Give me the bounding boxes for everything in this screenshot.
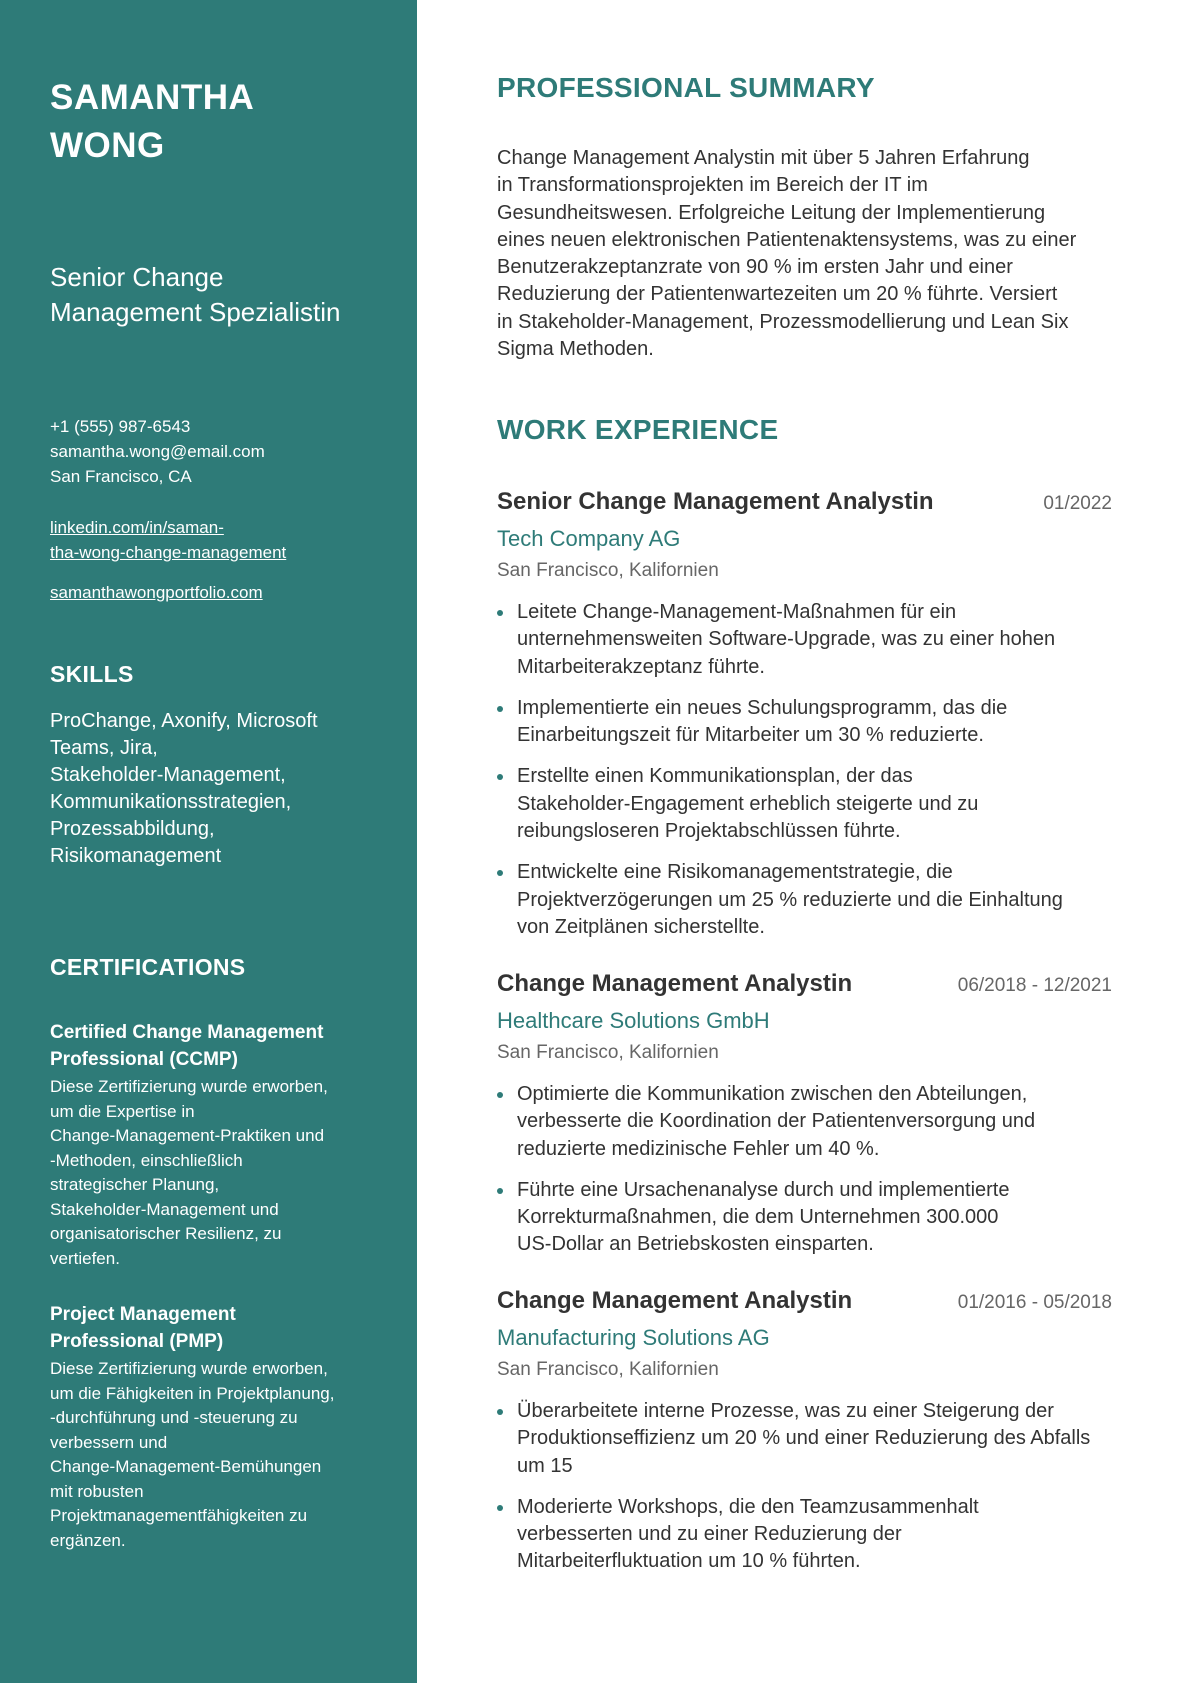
achievement-line: Stakeholder-Engagement erheblich steigerte und zu <box>517 792 979 815</box>
achievement-item <box>497 859 1112 941</box>
skills-line: Teams, Jira, <box>50 737 158 759</box>
certification-item <box>50 1019 387 1271</box>
cert-desc-line: um die Expertise in <box>50 1101 195 1121</box>
achievement-line: Führte eine Ursachenanalyse durch und implementierte <box>517 1178 1010 1201</box>
summary-line: Reduzierung der Patientenwartezeiten um 20 % führte. Versiert <box>497 283 1058 306</box>
achievement-line: Überarbeitete interne Prozesse, was zu einer Steigerung der <box>517 1400 1054 1422</box>
bullet-icon <box>497 706 503 712</box>
professional-summary <box>497 145 1112 363</box>
title-line-2: Management Spezialistin <box>50 297 341 327</box>
job-location: San Francisco, Kalifornien <box>497 1042 719 1063</box>
work-experience-heading: WORK EXPERIENCE <box>497 414 779 445</box>
cert-desc-line: -Methoden, einschließlich <box>50 1150 243 1170</box>
achievement-line: Implementierte ein neues Schulungsprogramm, das die <box>517 696 1008 719</box>
job-position: Change Management Analystin <box>497 1287 853 1314</box>
achievement-line: Leitete Change-Management-Maßnahmen für ein <box>517 601 957 623</box>
cert-desc-line: organisatorischer Resilienz, zu <box>50 1224 282 1243</box>
summary-heading: PROFESSIONAL SUMMARY <box>497 72 875 103</box>
achievement-line: Erstellte einen Kommunikationsplan, der das <box>517 765 913 788</box>
bullet-icon <box>497 870 503 876</box>
achievement-item <box>497 695 1112 750</box>
skills-line: Stakeholder-Management, <box>50 764 286 786</box>
achievement-line: Entwickelte eine Risikomanagementstrategie, die <box>517 861 953 884</box>
cert-desc-line: Stakeholder-Management und <box>50 1199 279 1219</box>
cert-desc-line: verbessern und <box>50 1432 168 1452</box>
summary-line: in Stakeholder-Management, Prozessmodellierung und Lean Six <box>497 310 1069 333</box>
achievement-item <box>497 1177 1112 1259</box>
certification-name <box>50 1301 387 1355</box>
cert-name-line: Professional (PMP) <box>50 1331 224 1352</box>
achievement-line: Projektverzögerungen um 25 % reduzierte und die Einhaltung <box>517 888 1063 911</box>
cert-name-line: Project Management <box>50 1304 236 1325</box>
linkedin-link[interactable] <box>50 515 387 565</box>
job-date: 01/2016 - 05/2018 <box>957 1292 1112 1313</box>
certifications-heading: CERTIFICATIONS <box>50 954 246 980</box>
summary-line: Change Management Analystin mit über 5 Jahren Erfahrung <box>497 147 1030 169</box>
company-name: Tech Company AG <box>497 526 681 551</box>
phone-number: +1 (555) 987-6543 <box>50 417 191 436</box>
cert-name-line: Professional (CCMP) <box>50 1049 238 1070</box>
linkedin-line-2: tha-wong-change-management <box>50 543 287 562</box>
skills-line: Risikomanagement <box>50 845 222 867</box>
job-entry <box>497 970 1112 1273</box>
summary-line: Gesundheitswesen. Erfolgreiche Leitung der Implementierung <box>497 201 1046 224</box>
achievement-line: Mitarbeiterakzeptanz führte. <box>517 655 765 678</box>
achievement-item <box>497 1081 1112 1163</box>
job-header <box>497 970 1112 998</box>
cert-desc-line: um die Fähigkeiten in Projektplanung, <box>50 1383 335 1403</box>
sidebar <box>0 0 417 1683</box>
achievement-item <box>497 1398 1112 1480</box>
title-line-1: Senior Change <box>50 262 224 292</box>
achievement-line: um 15 <box>517 1454 573 1477</box>
job-position: Change Management Analystin <box>497 970 853 997</box>
achievement-line: reibungsloseren Projektabschlüssen führte. <box>517 820 901 843</box>
job-entry <box>497 488 1112 955</box>
cert-desc-line: Projektmanagementfähigkeiten zu <box>50 1506 308 1525</box>
cert-desc-line: mit robusten <box>50 1481 144 1501</box>
certification-description <box>50 1357 387 1553</box>
achievement-line: verbesserte die Koordination der Patientenversorgung und <box>517 1110 1036 1133</box>
name-line-2: WONG <box>50 126 165 165</box>
bullet-icon <box>497 1092 503 1098</box>
skills-line: Kommunikationsstrategien, <box>50 791 292 813</box>
cert-desc-line: strategischer Planung, <box>50 1175 220 1194</box>
location: San Francisco, CA <box>50 467 192 486</box>
name-line-1: SAMANTHA <box>50 78 255 117</box>
cert-desc-line: Diese Zertifizierung wurde erworben, <box>50 1077 328 1096</box>
summary-line: eines neuen elektronischen Patientenaktensystems, was zu einer <box>497 228 1077 251</box>
bullet-icon <box>497 1188 503 1194</box>
summary-line: Sigma Methoden. <box>497 338 654 361</box>
candidate-name <box>50 74 387 170</box>
achievement-line: Korrekturmaßnahmen, die dem Unternehmen 300.000 <box>517 1206 999 1229</box>
achievement-item <box>497 1494 1112 1576</box>
company-name: Manufacturing Solutions AG <box>497 1325 770 1350</box>
job-achievements <box>497 1081 1112 1259</box>
cert-name-line: Certified Change Management <box>50 1022 324 1043</box>
job-location: San Francisco, Kalifornien <box>497 1359 719 1380</box>
job-achievements <box>497 599 1112 941</box>
company-name: Healthcare Solutions GmbH <box>497 1008 770 1033</box>
portfolio-link[interactable]: samanthawongportfolio.com <box>50 583 263 602</box>
cert-desc-line: Diese Zertifizierung wurde erworben, <box>50 1359 328 1378</box>
skills-line: Prozessabbildung, <box>50 818 215 840</box>
job-location: San Francisco, Kalifornien <box>497 560 719 581</box>
job-date: 01/2022 <box>1043 493 1112 514</box>
achievement-line: reduzierte medizinische Fehler um 40 %. <box>517 1137 880 1160</box>
achievement-line: US-Dollar an Betriebskosten einsparten. <box>517 1233 874 1256</box>
certification-description <box>50 1075 387 1271</box>
achievement-line: verbesserten und zu einer Reduzierung der <box>517 1523 902 1546</box>
profile-links <box>50 515 387 605</box>
skills-list <box>50 708 387 870</box>
bullet-icon <box>497 610 503 616</box>
contact-info <box>50 414 387 489</box>
job-date: 06/2018 - 12/2021 <box>957 975 1112 996</box>
cert-desc-line: -durchführung und -steuerung zu <box>50 1408 298 1427</box>
cert-desc-line: vertiefen. <box>50 1248 120 1268</box>
bullet-icon <box>497 1505 503 1511</box>
summary-line: Benutzerakzeptanzrate von 90 % im ersten Jahr und einer <box>497 256 1013 279</box>
cert-desc-line: Change-Management-Praktiken und <box>50 1126 325 1145</box>
summary-line: in Transformationsprojekten im Bereich der IT im <box>497 174 928 197</box>
job-title <box>50 260 387 330</box>
cert-desc-line: Change-Management-Bemühungen <box>50 1457 322 1476</box>
email-address: samantha.wong@email.com <box>50 442 265 461</box>
certification-name <box>50 1019 387 1073</box>
skills-line: ProChange, Axonify, Microsoft <box>50 710 318 732</box>
achievement-line: Produktionseffizienz um 20 % und einer Reduzierung des Abfalls <box>517 1427 1091 1450</box>
linkedin-line-1: linkedin.com/in/saman- <box>50 518 224 537</box>
job-header <box>497 488 1112 516</box>
achievement-line: unternehmensweiten Software-Upgrade, was zu einer hohen <box>517 628 1056 651</box>
bullet-icon <box>497 774 503 780</box>
achievement-item <box>497 763 1112 845</box>
achievement-line: von Zeitplänen sicherstellte. <box>517 915 765 938</box>
achievement-line: Einarbeitungszeit für Mitarbeiter um 30 % reduzierte. <box>517 724 984 747</box>
cert-desc-line: ergänzen. <box>50 1530 126 1550</box>
job-achievements <box>497 1398 1112 1576</box>
achievement-line: Optimierte die Kommunikation zwischen den Abteilungen, <box>517 1083 1028 1105</box>
certification-item <box>50 1301 387 1553</box>
achievement-line: Moderierte Workshops, die den Teamzusammenhalt <box>517 1495 979 1518</box>
job-entry <box>497 1287 1112 1590</box>
bullet-icon <box>497 1409 503 1415</box>
job-position: Senior Change Management Analystin <box>497 488 934 515</box>
skills-heading: SKILLS <box>50 661 134 687</box>
achievement-item <box>497 599 1112 681</box>
achievement-line: Mitarbeiterfluktuation um 10 % führten. <box>517 1550 861 1573</box>
job-header <box>497 1287 1112 1315</box>
